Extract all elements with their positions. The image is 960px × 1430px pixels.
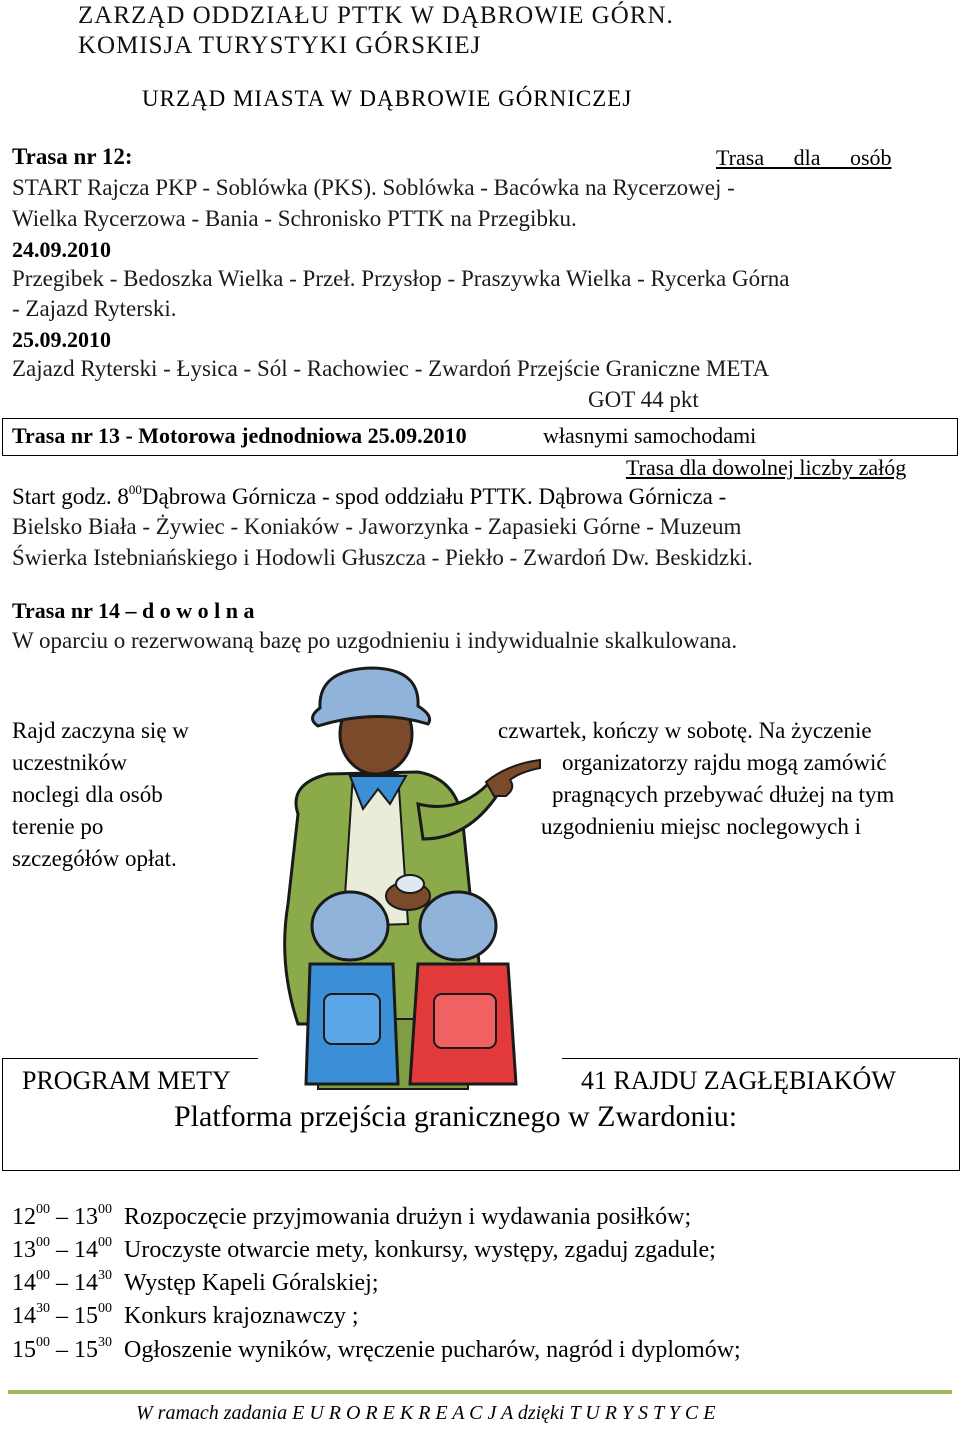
left-text-line: terenie po [12,814,104,839]
trasa13-start: Start godz. $8^{00}Dąbrowa$ Górnicza - spod oddziału PTTK. Dąbrowa Górnicza - [12,482,727,509]
program-title-left: PROGRAM METY [22,1066,231,1095]
trasa13-line: Świerka Istebniańskiego i Hodowli Głuszcza - Piekło - Zwardoń Dw. Beskidzki. [12,545,753,570]
trasa13-title: Trasa nr 13 - Motorowa jednodniowa 25.09.2010 [12,423,467,448]
schedule-row: $14^{30} - 15^{00}$ Konkurs krajoznawczy ; [12,1301,359,1329]
schedule-row: $14^{00} - 14^{30}$ Występ Kapeli Góralskiej; [12,1268,379,1296]
right-text-line: pragnących przebywać dłużej na tym [552,782,895,807]
trasa12-line: START Rajcza PKP - Soblówka (PKS). Soblówka - Bacówka na Rycerzowej - [12,175,735,200]
trasa12-line: Wielka Rycerzowa - Bania - Schronisko PTTK na Przegibku. [12,206,577,231]
hat-shape [312,668,429,726]
schedule-row: $15^{00} - 15^{30}$ Ogłoszenie wyników, wręczenie pucharów, nagród i dyplomów; [12,1335,741,1363]
trasa12-title: Trasa nr 12: [12,144,133,169]
right-text-line: organizatorzy rajdu mogą zamówić [562,750,887,775]
schedule-row: $12^{00} - 13^{00}$ Rozpoczęcie przyjmowania drużyn i wydawania posiłków; [12,1202,692,1230]
trasa12-note: Trasa dla osób [716,145,892,170]
trasa14-line: W oparciu o rezerwowaną bazę po uzgodnieniu i indywidualnie skalkulowana. [12,628,738,653]
left-text-line: szczegółów opłat. [12,846,177,871]
trasa13-line: Bielsko Biała - Żywiec - Koniaków - Jaworzynka - Zapasieki Górne - Muzeum [12,514,742,539]
trasa12-date: 24.09.2010 [12,237,111,262]
footer-text: W ramach zadania E U R O R E K R E A C J A dzięki T U R Y S T Y C E [136,1402,716,1424]
program-subtitle: Platforma przejścia granicznego w Zwardoniu: [174,1100,738,1133]
trasa12-line: Zajazd Ryterski - Łysica - Sól - Rachowiec - Zwardoń Przejście Graniczne META [12,356,770,381]
left-text-line: uczestników [12,750,127,775]
left-text-line: Rajd zaczyna się w [12,718,189,743]
trasa12-line: - Zajazd Ryterski. [12,296,177,321]
schedule-row: $13^{00} - 14^{00}$ Uroczyste otwarcie mety, konkursy, występy, zgaduj zgadule; [12,1235,716,1263]
left-text-line: noclegi dla osób [12,782,163,807]
right-text-line: uzgodnieniu miejsc noclegowych i [541,814,862,839]
program-title-right: 41 RAJDU ZAGŁĘBIAKÓW [581,1066,896,1095]
right-text-line: czwartek, kończy w sobotę. Na życzenie [498,718,872,743]
trasa13-title-extra: własnymi samochodami [543,423,757,448]
trasa14-title: Trasa nr 14 – d o w o l n a [12,598,255,623]
header-line-3: URZĄD MIASTA W DĄBROWIE GÓRNICZEJ [142,86,633,111]
trasa13-note: Trasa dla dowolnej liczby załóg [626,455,907,480]
trasa12-date: 25.09.2010 [12,327,111,352]
trasa12-got: GOT 44 pkt [588,387,699,412]
hiker-clipart [258,664,558,1096]
trasa12-line: Przegibek - Bedoszka Wielka - Przeł. Przysłop - Praszywka Wielka - Rycerka Górna [12,266,790,291]
footer-rule [8,1390,952,1394]
header-line-1: ZARZĄD ODDZIAŁU PTTK W DĄBROWIE GÓRN. [78,2,674,29]
header-line-2: KOMISJA TURYSTYKI GÓRSKIEJ [78,32,482,59]
